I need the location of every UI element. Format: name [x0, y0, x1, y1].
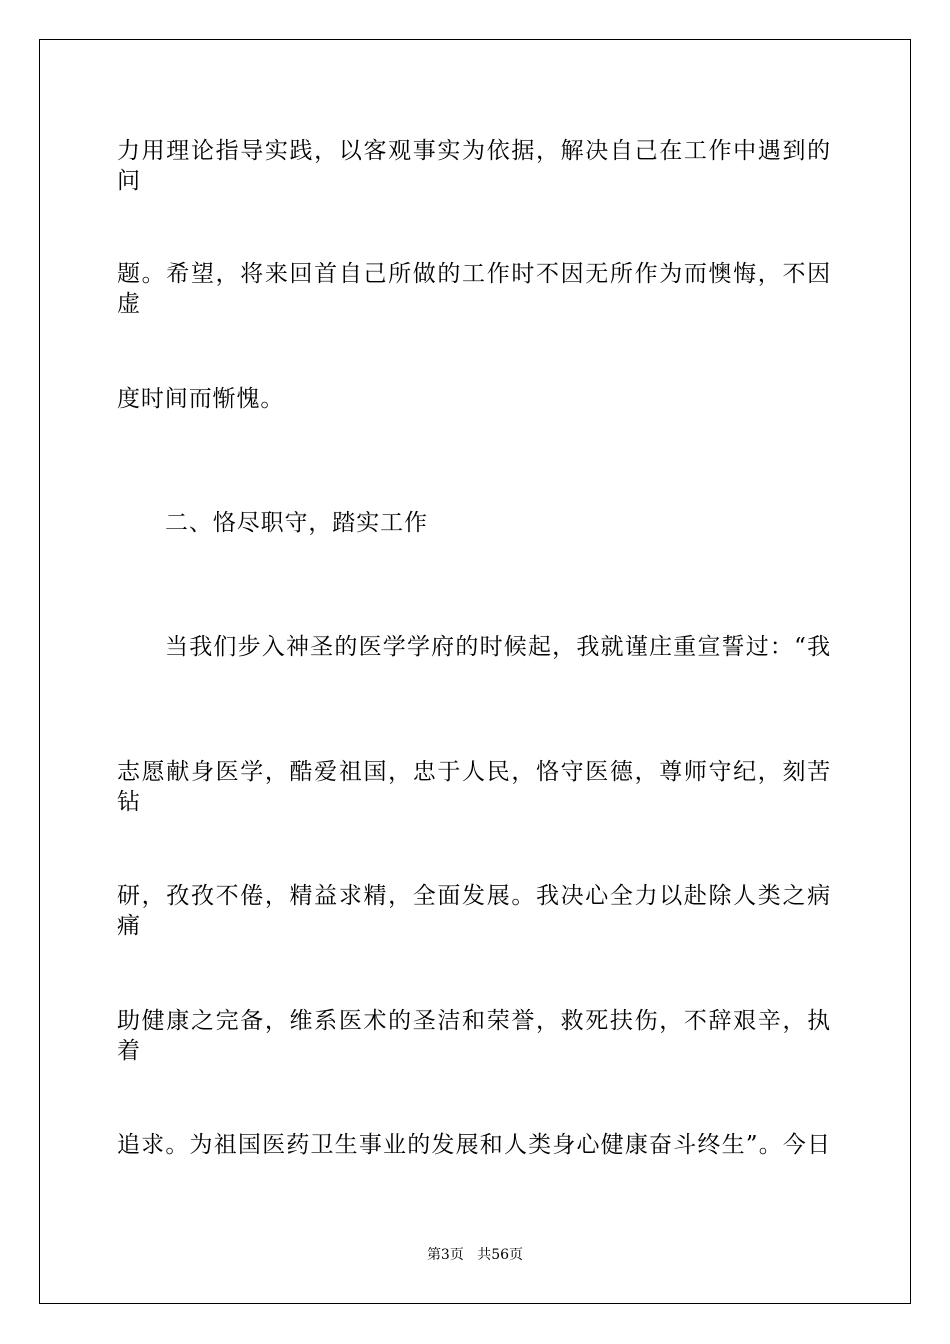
body-text-line-6: 志愿献身医学，酷爱祖国，忠于人民，恪守医德，尊师守纪，刻苦钻: [117, 759, 831, 815]
section-heading: 二、恪尽职守，踏实工作: [165, 510, 428, 536]
body-text-line-9: 追求。为祖国医药卫生事业的发展和人类身心健康奋斗终生”。今日: [117, 1132, 831, 1158]
page-number: 第3页: [426, 1247, 464, 1263]
body-text-line-7: 研，孜孜不倦，精益求精，全面发展。我决心全力以赴除人类之病痛: [117, 883, 831, 939]
page-border: [39, 39, 911, 1304]
body-text-line-5: 当我们步入神圣的医学学府的时候起，我就谨庄重宣誓过：“我: [165, 634, 831, 660]
page-footer: [0, 1246, 950, 1264]
body-text-line-8: 助健康之完备，维系医术的圣洁和荣誉，救死扶伤，不辞艰辛，执着: [117, 1008, 831, 1064]
body-text-line-1: 力用理论指导实践，以客观事实为依据，解决自己在工作中遇到的问: [117, 138, 831, 194]
body-text-line-2: 题。希望，将来回首自己所做的工作时不因无所作为而懊悔，不因虚: [117, 261, 831, 317]
page-total: 共56页: [477, 1247, 524, 1263]
body-text-line-3: 度时间而惭愧。: [117, 386, 285, 412]
